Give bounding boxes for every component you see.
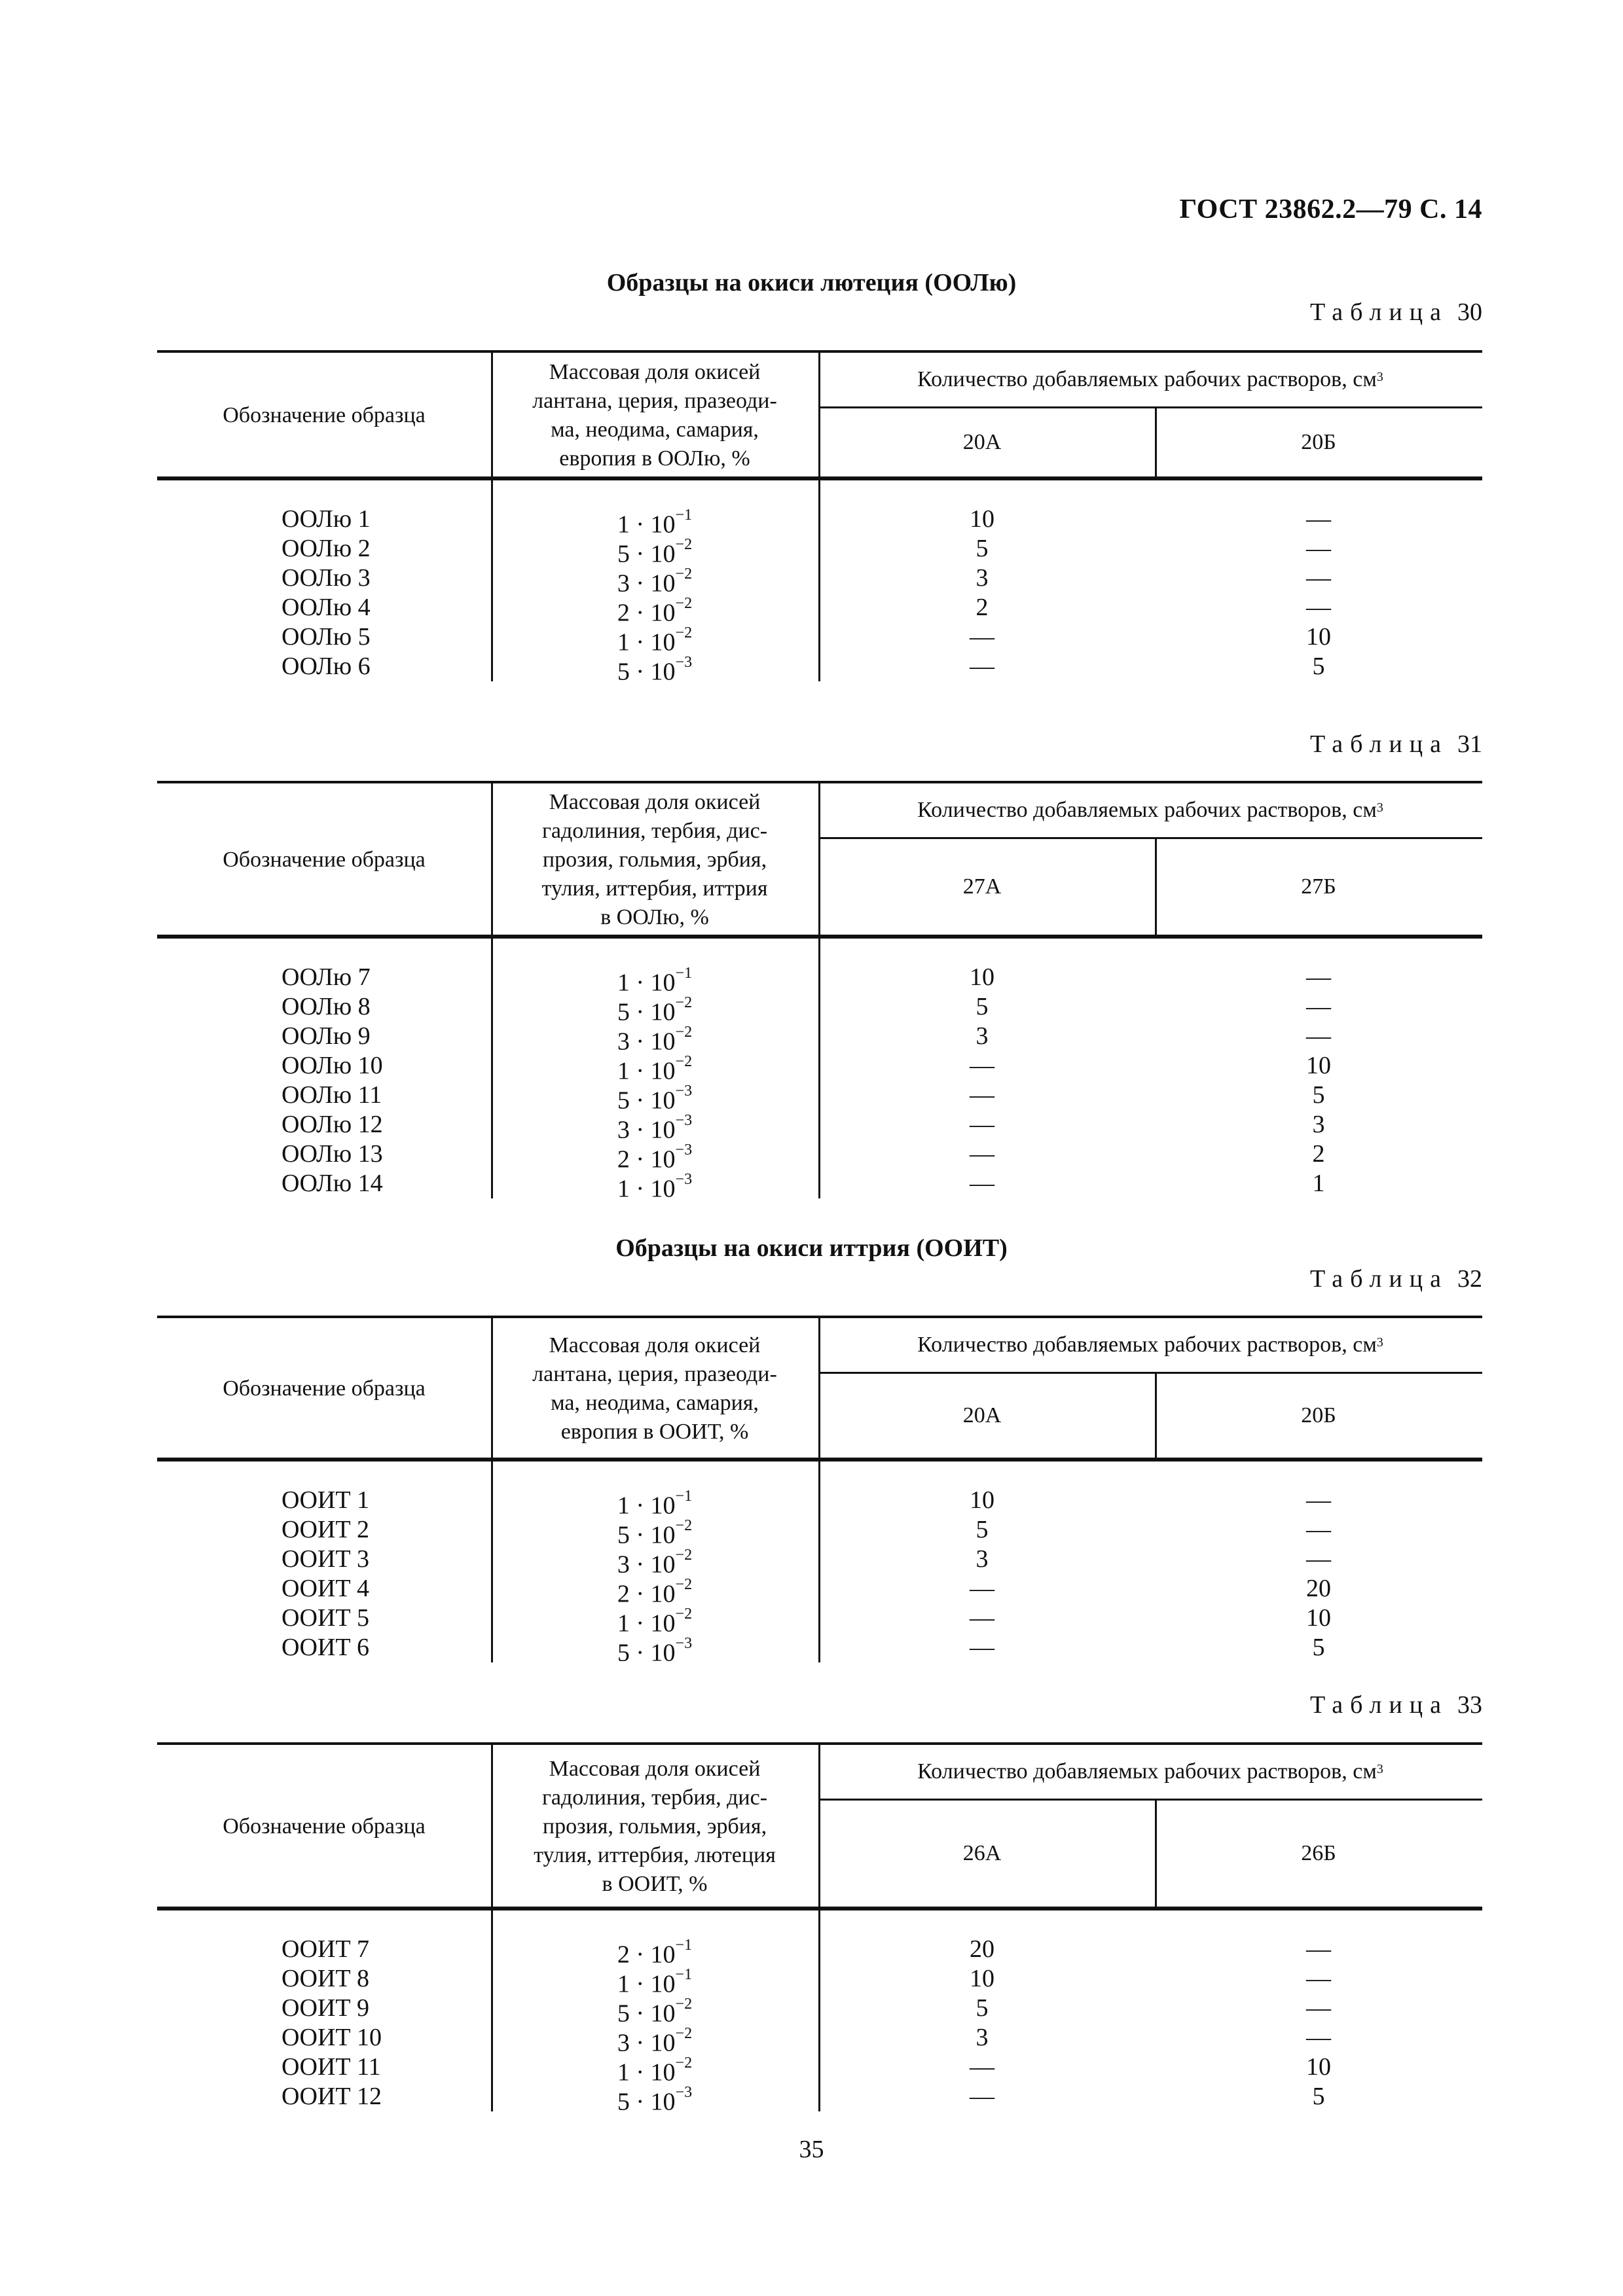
table-header xyxy=(157,1318,1482,1460)
column-divider xyxy=(818,478,820,681)
cell-solution-b: — xyxy=(1306,1994,1331,2022)
cell-solution-a: 10 xyxy=(970,963,994,991)
col-header-mass-fraction-line: европия в ООЛю, % xyxy=(559,446,750,471)
column-divider xyxy=(1155,1799,1157,1909)
col-header-mass-fraction xyxy=(491,1318,818,1460)
sub-header-solution-a: 26А xyxy=(962,1841,1002,1865)
mass-fraction-exponent: −2 xyxy=(675,2054,693,2072)
sub-header-solution-b: 20Б xyxy=(1301,1403,1336,1427)
column-divider xyxy=(818,783,820,937)
mass-fraction-exponent: −2 xyxy=(675,1053,693,1070)
cell-solution-a: — xyxy=(970,1081,994,1109)
cell-solution-b: — xyxy=(1306,1486,1331,1514)
cell-solution-b: — xyxy=(1306,1965,1331,1992)
data-table-31 xyxy=(157,781,1482,1203)
cell-solution-a: 3 xyxy=(976,1545,989,1573)
mass-fraction-base: 2 · 10 xyxy=(617,1145,676,1174)
col-header-sample: Обозначение образца xyxy=(223,1814,426,1839)
cell-mass-fraction xyxy=(491,2082,818,2117)
cell-solution-a: 5 xyxy=(976,1516,989,1543)
table-body xyxy=(157,1460,1482,1667)
mass-fraction-base: 3 · 10 xyxy=(617,1028,676,1056)
sample-code-text: ООЛю 2 xyxy=(282,535,371,562)
mass-fraction-base: 5 · 10 xyxy=(617,540,676,568)
sample-code-text: ООЛю 8 xyxy=(282,993,371,1020)
column-divider xyxy=(818,1745,820,1909)
mass-fraction-base: 1 · 10 xyxy=(617,969,676,997)
cell-solution-a: 10 xyxy=(970,505,994,533)
col-header-mass-fraction-line: Массовая доля окисей xyxy=(549,1333,761,1357)
header-divider xyxy=(818,406,1482,408)
cell-solution-a: 10 xyxy=(970,1486,994,1514)
page-number: 35 xyxy=(799,2136,824,2163)
col-header-mass-fraction-line: тулия, иттербия, лютеция xyxy=(534,1843,776,1867)
cell-solution-a: — xyxy=(970,1111,994,1138)
cell-solution-b: — xyxy=(1306,505,1331,533)
cell-solution-a: 5 xyxy=(976,1994,989,2022)
section-title-yttrium: Образцы на окиси иттрия (ООИТ) xyxy=(615,1234,1008,1262)
mass-fraction-base: 2 · 10 xyxy=(617,599,676,627)
cell-solution-b: — xyxy=(1306,1516,1331,1543)
col-header-sample: Обозначение образца xyxy=(223,1376,426,1401)
mass-fraction-exponent: −2 xyxy=(675,994,693,1011)
cell-solution-b: — xyxy=(1306,535,1331,562)
mass-fraction-base: 1 · 10 xyxy=(617,1057,676,1085)
col-header-mass-fraction xyxy=(491,353,818,478)
mass-fraction-exponent: −3 xyxy=(675,1635,693,1652)
cell-solution-b: 2 xyxy=(1312,1140,1325,1168)
table-label-number: 30 xyxy=(1457,298,1482,326)
col-header-mass-fraction-line: Массовая доля окисей xyxy=(549,1757,761,1781)
col-header-mass-fraction-line: в ООИТ, % xyxy=(602,1872,708,1896)
sample-code-text: ООЛю 4 xyxy=(282,594,371,621)
cell-solution-a: — xyxy=(970,1140,994,1168)
mass-fraction-base: 5 · 10 xyxy=(617,1521,676,1549)
mass-fraction-base: 2 · 10 xyxy=(617,1941,676,1969)
table-body xyxy=(157,1909,1482,2116)
col-header-mass-fraction-line: Массовая доля окисей xyxy=(549,360,761,384)
cell-solution-a: 3 xyxy=(976,2024,989,2051)
cell-solution-b: 10 xyxy=(1306,1604,1331,1632)
mass-fraction-exponent: −2 xyxy=(675,595,693,612)
data-table-33 xyxy=(157,1742,1482,2116)
mass-fraction-base: 1 · 10 xyxy=(617,1175,676,1203)
sub-header-solution-a: 27А xyxy=(962,874,1002,899)
sample-code-text: ООИТ 1 xyxy=(282,1486,370,1514)
table-label-word: Таблица xyxy=(1309,298,1448,326)
mass-fraction-base: 1 · 10 xyxy=(617,1609,676,1638)
header-divider xyxy=(818,837,1482,839)
col-header-mass-fraction-line: прозия, гольмия, эрбия, xyxy=(542,848,767,872)
data-table-32 xyxy=(157,1316,1482,1667)
mass-fraction-base: 3 · 10 xyxy=(617,1116,676,1144)
column-divider xyxy=(491,1460,493,1662)
mass-fraction-exponent: −1 xyxy=(675,1937,693,1954)
sample-code-text: ООЛю 5 xyxy=(282,623,371,651)
sample-code-text: ООЛю 9 xyxy=(282,1022,371,1050)
mass-fraction-base: 5 · 10 xyxy=(617,2088,676,2116)
cell-solution-b: — xyxy=(1306,1545,1331,1573)
cell-solution-a: — xyxy=(970,1575,994,1602)
column-divider xyxy=(818,353,820,478)
sample-code-text: ООИТ 4 xyxy=(282,1575,370,1602)
cell-solution-a: — xyxy=(970,1634,994,1661)
col-header-mass-fraction xyxy=(491,1745,818,1909)
table-label-33 xyxy=(1310,1691,1482,1719)
mass-fraction-exponent: −2 xyxy=(675,1547,693,1564)
table-label-word: Таблица xyxy=(1309,730,1448,758)
cell-solution-a: 5 xyxy=(976,535,989,562)
cell-solution-b: 5 xyxy=(1312,1634,1325,1661)
cell-solution-a: 10 xyxy=(970,1965,994,1992)
sample-code-text: ООЛю 7 xyxy=(282,963,371,991)
sample-code-text: ООИТ 7 xyxy=(282,1935,370,1963)
cell-solution-a: — xyxy=(970,1604,994,1632)
mass-fraction-base: 5 · 10 xyxy=(617,1639,676,1667)
sample-code-text: ООЛю 1 xyxy=(282,505,371,533)
column-divider xyxy=(818,1909,820,2111)
table-body xyxy=(157,937,1482,1203)
mass-fraction-base: 5 · 10 xyxy=(617,2000,676,2028)
column-divider xyxy=(818,1318,820,1460)
unit-superscript: 3 xyxy=(1376,369,1383,384)
column-divider xyxy=(1155,837,1157,937)
cell-solution-a: — xyxy=(970,1170,994,1197)
mass-fraction-base: 5 · 10 xyxy=(617,658,676,686)
mass-fraction-exponent: −3 xyxy=(675,654,693,671)
cell-solution-b: 20 xyxy=(1306,1575,1331,1602)
mass-fraction-exponent: −3 xyxy=(675,1112,693,1129)
mass-fraction-exponent: −3 xyxy=(675,1171,693,1188)
col-header-mass-fraction-line: лантана, церия, празеоди- xyxy=(532,1362,777,1386)
col-header-sample: Обозначение образца xyxy=(223,848,426,872)
cell-solution-a: — xyxy=(970,623,994,651)
col-header-quantity xyxy=(818,783,1482,837)
mass-fraction-base: 1 · 10 xyxy=(617,628,676,656)
sample-code-text: ООЛю 10 xyxy=(282,1052,383,1079)
mass-fraction-exponent: −2 xyxy=(675,2025,693,2042)
mass-fraction-base: 2 · 10 xyxy=(617,1580,676,1608)
mass-fraction-exponent: −2 xyxy=(675,1996,693,2013)
cell-solution-b: — xyxy=(1306,594,1331,621)
table-label-word: Таблица xyxy=(1309,1265,1448,1293)
data-table-30 xyxy=(157,350,1482,686)
col-header-sample: Обозначение образца xyxy=(223,403,426,427)
mass-fraction-base: 5 · 10 xyxy=(617,998,676,1026)
mass-fraction-exponent: −2 xyxy=(675,1576,693,1593)
col-header-mass-fraction-line: в ООЛю, % xyxy=(600,905,709,929)
sub-header-solution-b: 26Б xyxy=(1301,1841,1336,1865)
cell-solution-b: 3 xyxy=(1312,1111,1325,1138)
header-divider xyxy=(818,1372,1482,1374)
mass-fraction-exponent: −3 xyxy=(675,1083,693,1100)
col-header-mass-fraction-line: гадолиния, тербия, дис- xyxy=(541,1785,768,1810)
mass-fraction-exponent: −2 xyxy=(675,1517,693,1534)
mass-fraction-base: 3 · 10 xyxy=(617,2029,676,2057)
cell-solution-b: — xyxy=(1306,993,1331,1020)
sample-code-text: ООИТ 9 xyxy=(282,1994,370,2022)
sample-code-text: ООЛю 12 xyxy=(282,1111,383,1138)
mass-fraction-exponent: −2 xyxy=(675,1605,693,1623)
mass-fraction-base: 1 · 10 xyxy=(617,1970,676,1998)
col-header-quantity-text: Количество добавляемых рабочих растворов, см xyxy=(917,1333,1377,1357)
mass-fraction-exponent: −1 xyxy=(675,1966,693,1983)
table-label-number: 33 xyxy=(1457,1691,1482,1719)
cell-solution-b: — xyxy=(1306,564,1331,592)
sample-code-text: ООИТ 3 xyxy=(282,1545,370,1573)
cell-solution-b: 5 xyxy=(1312,653,1325,680)
sample-code-text: ООИТ 12 xyxy=(282,2083,382,2110)
table-header xyxy=(157,1745,1482,1909)
table-label-number: 31 xyxy=(1457,730,1482,758)
mass-fraction-base: 1 · 10 xyxy=(617,511,676,539)
table-label-word: Таблица xyxy=(1309,1691,1448,1719)
col-header-mass-fraction-line: ма, неодима, самария, xyxy=(551,418,759,442)
table-label-30 xyxy=(1310,298,1482,327)
cell-solution-a: — xyxy=(970,2083,994,2110)
cell-mass-fraction xyxy=(491,652,818,687)
unit-superscript: 3 xyxy=(1376,1761,1383,1776)
sample-code-text: ООЛю 13 xyxy=(282,1140,383,1168)
cell-solution-a: — xyxy=(970,653,994,680)
sub-header-solution-b: 20Б xyxy=(1301,430,1336,454)
cell-mass-fraction xyxy=(491,1169,818,1204)
col-header-quantity-text: Количество добавляемых рабочих растворов, см xyxy=(917,367,1377,391)
mass-fraction-exponent: −2 xyxy=(675,536,693,553)
mass-fraction-exponent: −1 xyxy=(675,507,693,524)
table-label-number: 32 xyxy=(1457,1265,1482,1293)
unit-superscript: 3 xyxy=(1376,800,1383,815)
column-divider xyxy=(1155,1372,1157,1460)
sample-code-text: ООЛю 14 xyxy=(282,1170,383,1197)
table-header xyxy=(157,783,1482,937)
table-header xyxy=(157,353,1482,478)
mass-fraction-base: 3 · 10 xyxy=(617,569,676,598)
mass-fraction-exponent: −2 xyxy=(675,565,693,583)
cell-solution-b: — xyxy=(1306,2024,1331,2051)
col-header-mass-fraction-line: Массовая доля окисей xyxy=(549,790,761,814)
cell-solution-b: 5 xyxy=(1312,2083,1325,2110)
mass-fraction-base: 5 · 10 xyxy=(617,1086,676,1115)
col-header-quantity-text: Количество добавляемых рабочих растворов, см xyxy=(917,1759,1377,1784)
col-header-mass-fraction-line: ма, неодима, самария, xyxy=(551,1391,759,1415)
mass-fraction-base: 1 · 10 xyxy=(617,2058,676,2087)
cell-mass-fraction xyxy=(491,1633,818,1668)
column-divider xyxy=(491,1318,493,1460)
mass-fraction-exponent: −2 xyxy=(675,1024,693,1041)
sample-code-text: ООЛю 11 xyxy=(282,1081,382,1109)
header-divider xyxy=(818,1799,1482,1801)
col-header-mass-fraction-line: прозия, гольмия, эрбия, xyxy=(542,1814,767,1839)
sub-header-solution-b: 27Б xyxy=(1301,874,1336,899)
cell-solution-b: 5 xyxy=(1312,1081,1325,1109)
sample-code-text: ООИТ 6 xyxy=(282,1634,370,1661)
cell-solution-a: — xyxy=(970,2053,994,2081)
col-header-quantity-text: Количество добавляемых рабочих растворов, см xyxy=(917,798,1377,822)
section-title-lutetium: Образцы на окиси лютеция (ООЛю) xyxy=(606,269,1017,296)
column-divider xyxy=(818,1460,820,1662)
cell-solution-a: 3 xyxy=(976,564,989,592)
sub-header-solution-a: 20А xyxy=(962,430,1002,454)
cell-solution-b: 1 xyxy=(1312,1170,1325,1197)
col-header-quantity xyxy=(818,1745,1482,1799)
cell-solution-a: — xyxy=(970,1052,994,1079)
cell-solution-a: 5 xyxy=(976,993,989,1020)
mass-fraction-exponent: −1 xyxy=(675,1488,693,1505)
column-divider xyxy=(491,353,493,478)
column-divider xyxy=(491,1909,493,2111)
cell-solution-a: 20 xyxy=(970,1935,994,1963)
cell-solution-b: — xyxy=(1306,1022,1331,1050)
col-header-quantity xyxy=(818,353,1482,406)
table-label-31 xyxy=(1310,730,1482,759)
mass-fraction-exponent: −3 xyxy=(675,2084,693,2101)
cell-solution-b: 10 xyxy=(1306,1052,1331,1079)
sub-header-solution-a: 20А xyxy=(962,1403,1002,1427)
col-header-mass-fraction-line: лантана, церия, празеоди- xyxy=(532,389,777,413)
column-divider xyxy=(491,478,493,681)
mass-fraction-base: 1 · 10 xyxy=(617,1492,676,1520)
column-divider xyxy=(491,937,493,1198)
cell-solution-b: — xyxy=(1306,1935,1331,1963)
unit-superscript: 3 xyxy=(1376,1335,1383,1350)
col-header-mass-fraction-line: тулия, иттербия, иттрия xyxy=(541,876,768,901)
sample-code-text: ООИТ 5 xyxy=(282,1604,370,1632)
table-label-32 xyxy=(1310,1265,1482,1293)
column-divider xyxy=(491,783,493,937)
sample-code-text: ООЛю 3 xyxy=(282,564,371,592)
col-header-mass-fraction-line: европия в ООИТ, % xyxy=(560,1420,749,1444)
mass-fraction-exponent: −1 xyxy=(675,965,693,982)
page-header: ГОСТ 23862.2—79 С. 14 xyxy=(1179,194,1482,224)
sample-code-text: ООИТ 10 xyxy=(282,2024,382,2051)
sample-code-text: ООЛю 6 xyxy=(282,653,371,680)
column-divider xyxy=(1155,406,1157,478)
cell-solution-a: 2 xyxy=(976,594,989,621)
sample-code-text: ООИТ 2 xyxy=(282,1516,370,1543)
col-header-quantity xyxy=(818,1318,1482,1372)
table-body xyxy=(157,478,1482,686)
cell-solution-b: — xyxy=(1306,963,1331,991)
sample-code-text: ООИТ 8 xyxy=(282,1965,370,1992)
cell-solution-b: 10 xyxy=(1306,2053,1331,2081)
column-divider xyxy=(818,937,820,1198)
col-header-mass-fraction xyxy=(491,783,818,937)
cell-solution-a: 3 xyxy=(976,1022,989,1050)
mass-fraction-exponent: −2 xyxy=(675,624,693,641)
mass-fraction-exponent: −3 xyxy=(675,1141,693,1158)
sample-code-text: ООИТ 11 xyxy=(282,2053,381,2081)
column-divider xyxy=(491,1745,493,1909)
cell-solution-b: 10 xyxy=(1306,623,1331,651)
mass-fraction-base: 3 · 10 xyxy=(617,1551,676,1579)
col-header-mass-fraction-line: гадолиния, тербия, дис- xyxy=(541,819,768,843)
